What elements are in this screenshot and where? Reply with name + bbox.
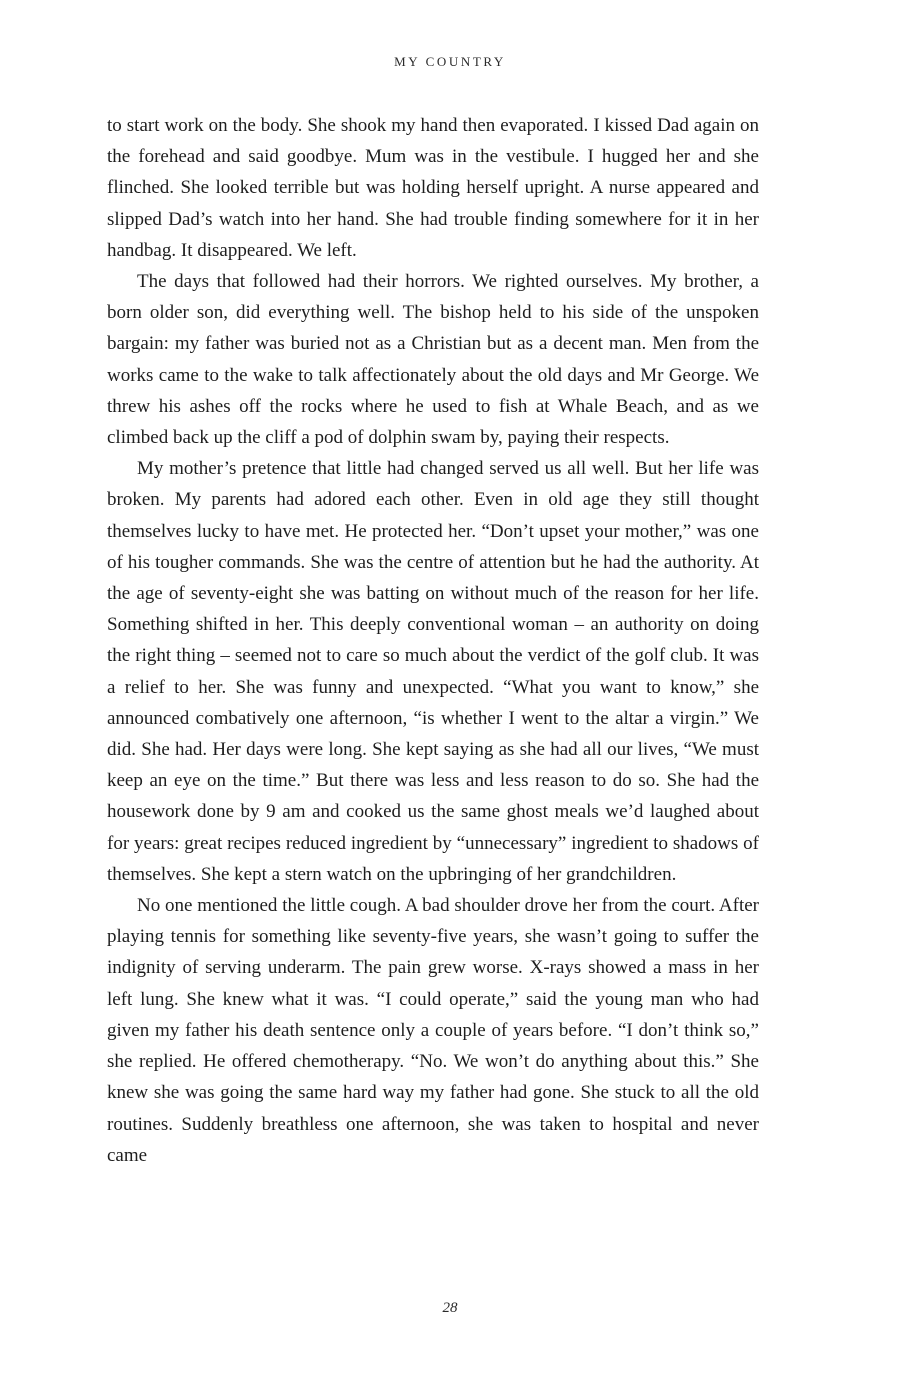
running-head: MY COUNTRY bbox=[394, 54, 506, 69]
paragraph: to start work on the body. She shook my hand then evaporated. I kissed Dad again on the forehead and said goodbye. Mum was in the vestibule. I hugged her and she flinched. She looked terrible but was holding herself upright. A nurse appeared and slipped Dad’s watch into her hand. She had trouble finding somewhere for it in her handbag. It disappeared. We left. bbox=[107, 115, 759, 261]
paragraph: My mother’s pretence that little had changed served us all well. But her life was broken. My parents had adored each other. Even in old age they still thought themselves lucky to have met. He protected her. “Don’t upset your mother,” was one of his tougher commands. She was the centre of attention but he had the authority. At the age of seventy-eight she was batting on without much of the reason for her life. Something shifted in her. This deeply conventional woman – an authority on doing the right thing – seemed not to care so much about the verdict of the golf club. It was a relief to her. She was funny and unexpected. “What you want to know,” she announced combatively one afternoon, “is whether I went to the altar a virgin.” We did. She had. Her days were long. She kept saying as she had all our lives, “We must keep an eye on the time.” But there was less and less reason to do so. She had the housework done by 9 am and cooked us the same ghost meals we’d laughed about for years: great recipes reduced ingredient by “unnecessary” ingredient to shadows of themselves. She kept a stern watch on the upbringing of her grandchildren. bbox=[107, 458, 759, 885]
paragraph: No one mentioned the little cough. A bad shoulder drove her from the court. After playing tennis for something like seventy-five years, she wasn’t going to suffer the indignity of serving underarm. The pain grew worse. X-rays showed a mass in her left lung. She knew what it was. “I could operate,” said the young man who had given my father his death sentence only a couple of years before. “I don’t think so,” she replied. He offered chemotherapy. “No. We won’t do anything about this.” She knew she was going the same hard way my father had gone. She stuck to all the old routines. Suddenly breathless one afternoon, she was taken to hospital and never came bbox=[107, 895, 759, 1166]
page-number: 28 bbox=[442, 1300, 458, 1316]
paragraph: The days that followed had their horrors. We righted ourselves. My brother, a born older son, did everything well. The bishop held to his side of the unspoken bargain: my father was buried not as a Christian but as a decent man. Men from the works came to the wake to talk affectionately about the old days and Mr George. We threw his ashes off the rocks where he used to fish at Whale Beach, and as we climbed back up the cliff a pod of dolphin swam by, paying their respects. bbox=[107, 271, 759, 449]
body-text bbox=[107, 110, 759, 1171]
